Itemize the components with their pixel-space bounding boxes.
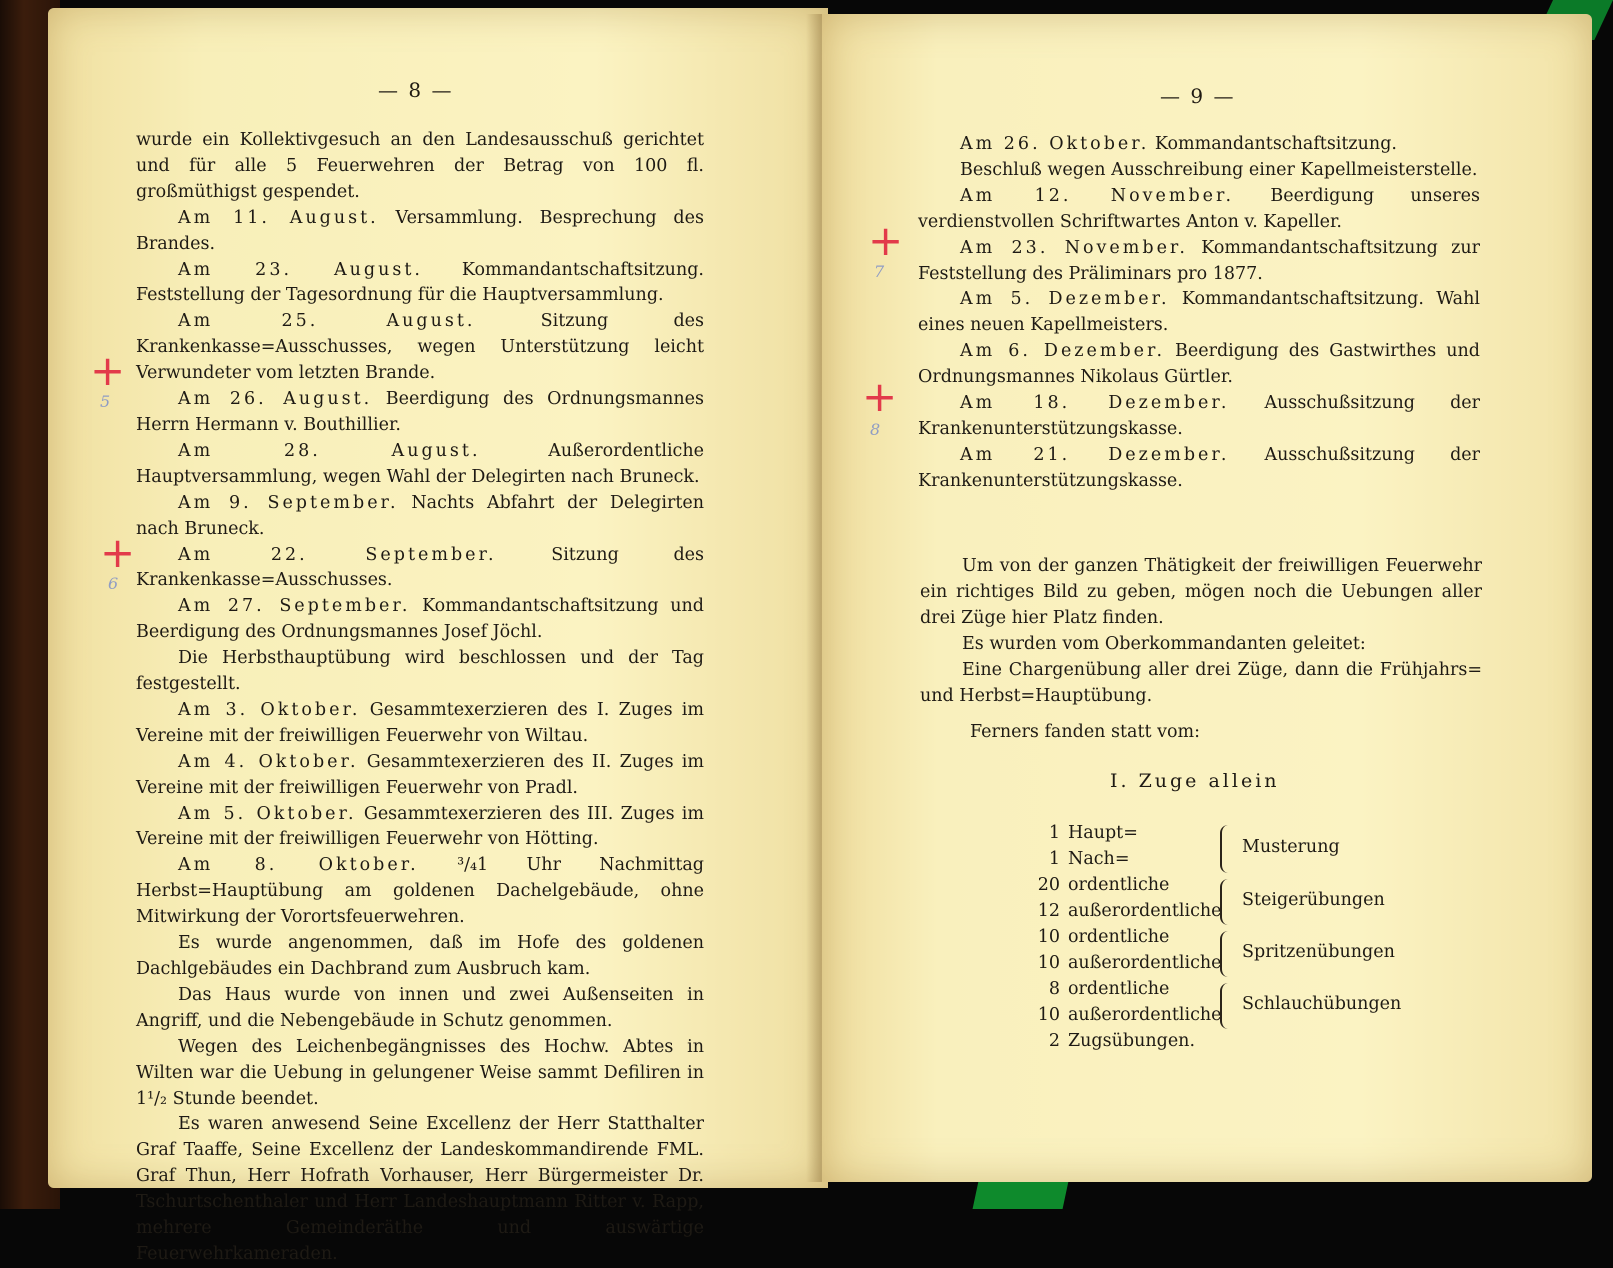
left-page-text <box>136 128 704 1268</box>
table-row: 10 außerordentliche <box>1037 1005 1222 1025</box>
brace <box>1220 931 1230 977</box>
category-label: Musterung <box>1242 837 1340 857</box>
paragraph: Am 25. August. Sitzung des Krankenkasse=Ausschusses, wegen Unterstützung leicht Verwundeter vom letzten Brande. <box>136 311 704 384</box>
margin-number: 5 <box>100 392 111 411</box>
paragraph: Am 6. Dezember. Beerdigung des Gastwirthes und Ordnungsmannes Nikolaus Gürtler. <box>918 341 1480 388</box>
paragraph: Am 4. Oktober. Gesammtexerzieren des II. Zuges im Vereine mit der freiwilligen Feuerwehr von Pradl. <box>136 751 704 798</box>
table-row: 8 ordentliche <box>1048 979 1170 999</box>
paragraph: Am 26. Oktober. Kommandantschaftsitzung. <box>960 134 1397 154</box>
paragraph: Am 9. September. Nachts Abfahrt der Delegirten nach Bruneck. <box>136 492 704 539</box>
category-label: Schlauchübungen <box>1242 994 1402 1014</box>
table-row: 20 ordentliche <box>1037 875 1170 895</box>
paragraph: Wegen des Leichenbegängnisses des Hochw. Abtes in Wilten war die Uebung in gelungener Weise sammt Defiliren in 1¹/₂ Stunde beendet. <box>136 1036 704 1109</box>
paragraph: Es waren anwesend Seine Excellenz der Herr Statthalter Graf Taaffe, Seine Excellenz der Landeskommandirende FML. Graf Thun, Herr Hofrath Vorhauser, Herr Bürgermeister Dr. Tschurtschenthaler und Herr Landeshauptmann Ritter v. Rapp, mehrere Gemeinderäthe und auswärtige Feuerwehrkameraden. <box>136 1114 704 1264</box>
paragraph: Am 23. November. Kommandantschaftsitzung zur Feststellung des Präliminars pro 1877. <box>918 237 1480 284</box>
table-row: 10 ordentliche <box>1037 927 1170 947</box>
paragraph: Am 12. November. Beerdigung unseres verdienstvollen Schriftwartes Anton v. Kapeller. <box>918 185 1480 232</box>
table-heading: I. Zuge allein <box>1110 770 1280 792</box>
brace <box>1220 983 1230 1029</box>
paragraph: Am 3. Oktober. Gesammtexerzieren des I. Zuges im Vereine mit der freiwilligen Feuerwehr von Wiltau. <box>136 699 705 746</box>
table-row: 10 außerordentliche <box>1037 953 1222 973</box>
right-page-number: — 9 — <box>1160 84 1236 108</box>
brace <box>1220 825 1230 873</box>
paragraph: Es wurde angenommen, daß im Hofe des goldenen Dachlgebäudes ein Dachbrand zum Ausbruch kam. <box>136 933 704 979</box>
paragraph: wurde ein Kollektivgesuch an den Landesausschuß gerichtet und für alle 5 Feuerwehren der Betrag von 100 fl. großmüthigst gespendet. <box>136 130 704 202</box>
brace <box>1220 879 1230 925</box>
paragraph: Am 8. Oktober. ³/₄1 Uhr Nachmittag Herbst=Hauptübung am goldenen Dachelgebäude, ohne Mitwirkung der Vorortsfeuerwehren. <box>136 855 705 928</box>
red-cross-mark: + <box>100 528 136 577</box>
paragraph: Die Herbsthauptübung wird beschlossen und der Tag festgestellt. <box>136 648 704 695</box>
paragraph: Um von der ganzen Thätigkeit der freiwilligen Feuerwehr ein richtiges Bild zu geben, mögen noch die Uebungen aller drei Züge hier Platz finden. <box>920 556 1482 628</box>
paragraph: Eine Chargenübung aller drei Züge, dann die Frühjahrs= und Herbst=Hauptübung. <box>920 659 1482 706</box>
red-cross-mark: + <box>862 372 898 421</box>
margin-number: 7 <box>874 262 885 281</box>
paragraph: Beschluß wegen Ausschreibung einer Kapellmeisterstelle. <box>960 159 1478 180</box>
paragraph: Am 22. September. Sitzung des Krankenkasse=Ausschusses. <box>136 544 704 591</box>
paragraph: Am 27. September. Kommandantschaftsitzung und Beerdigung des Ordnungsmannes Josef Jöchl. <box>136 596 704 643</box>
left-page-number: — 8 — <box>378 78 454 102</box>
paragraph: Am 28. August. Außerordentliche Hauptversammlung, wegen Wahl der Delegirten nach Bruneck. <box>136 440 704 487</box>
margin-number: 8 <box>870 420 881 439</box>
right-page-text <box>918 132 1480 495</box>
summary-intro: Ferners fanden statt vom: <box>970 722 1201 742</box>
paragraph: Es wurden vom Oberkommandanten geleitet: <box>962 633 1366 654</box>
red-cross-mark: + <box>90 346 126 395</box>
category-label: Spritzenübungen <box>1242 942 1395 962</box>
paragraph: Am 21. Dezember. Ausschußsitzung der Krankenunterstützungskasse. <box>918 444 1480 491</box>
paragraph: Am 11. August. Versammlung. Besprechung des Brandes. <box>136 207 704 254</box>
table-row: 1 Haupt= <box>1048 823 1138 843</box>
paragraph: Am 5. Oktober. Gesammtexerzieren des III. Zuges im Vereine mit der freiwilligen Feuerwehr von Hötting. <box>136 803 705 850</box>
paragraph: Am 18. Dezember. Ausschußsitzung der Krankenunterstützungskasse. <box>918 393 1480 439</box>
summary-text <box>920 554 1482 709</box>
paragraph: Das Haus wurde von innen und zwei Außenseiten in Angriff, und die Nebengebäude in Schutz genommen. <box>136 984 704 1031</box>
paragraph: Am 5. Dezember. Kommandantschaftsitzung. Wahl eines neuen Kapellmeisters. <box>918 289 1480 336</box>
margin-number: 6 <box>108 574 119 593</box>
table-row: 12 außerordentliche <box>1037 901 1222 921</box>
paragraph: Am 23. August. Kommandantschaftsitzung. Feststellung der Tagesordnung für die Hauptversammlung. <box>136 259 704 306</box>
table-row: 1 Nach= <box>1048 849 1130 869</box>
paragraph: Am 26. August. Beerdigung des Ordnungsmannes Herrn Hermann v. Bouthillier. <box>136 389 704 435</box>
category-label: Steigerübungen <box>1242 890 1385 910</box>
table-row: 2 Zugsübungen. <box>1048 1031 1196 1051</box>
red-cross-mark: + <box>868 216 904 265</box>
